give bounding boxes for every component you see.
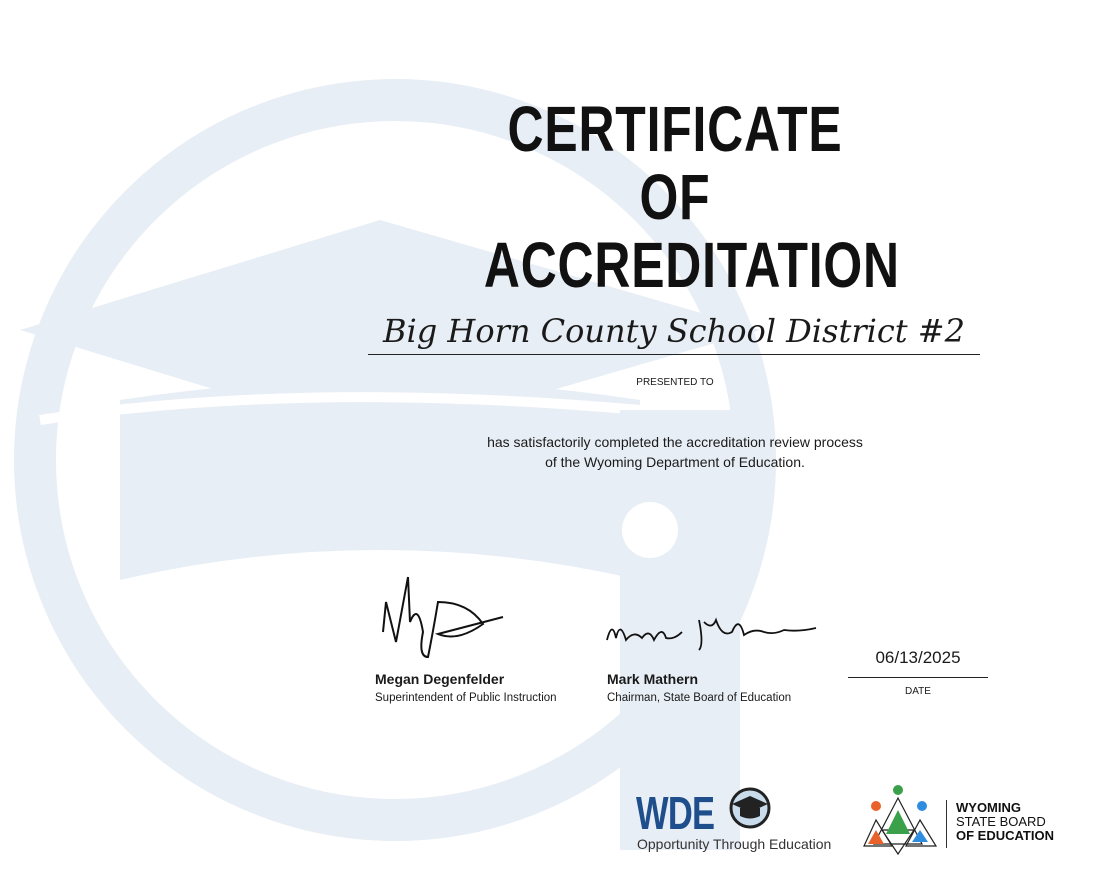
sbe-line-3: OF EDUCATION bbox=[956, 828, 1054, 843]
title-line-1: CERTIFICATE OF bbox=[507, 93, 843, 233]
sbe-line-2: STATE BOARD bbox=[956, 814, 1046, 829]
signatory-role: Chairman, State Board of Education bbox=[607, 692, 792, 704]
signatory-name: Mark Mathern bbox=[607, 671, 699, 687]
body-line-2: of the Wyoming Department of Education. bbox=[545, 454, 805, 470]
state-board-logo-icon bbox=[862, 780, 942, 860]
wde-tagline: Opportunity Through Education bbox=[637, 836, 832, 852]
date-label: DATE bbox=[905, 686, 931, 697]
signatory-name: Megan Degenfelder bbox=[375, 671, 505, 687]
date-line bbox=[848, 677, 988, 678]
signatory-2 bbox=[607, 671, 791, 704]
wde-logo-text: WDE bbox=[636, 787, 715, 839]
title-line-2: ACCREDITATION bbox=[483, 229, 900, 301]
graduation-cap-icon bbox=[728, 786, 772, 830]
sbe-line-1: WYOMING bbox=[956, 800, 1021, 815]
signature-degenfelder bbox=[378, 572, 518, 662]
presented-to-label: PRESENTED TO bbox=[636, 377, 714, 388]
signature-mathern bbox=[604, 610, 824, 655]
date-value: 06/13/2025 bbox=[875, 648, 961, 667]
body-line-1: has satisfactorily completed the accreditation review process bbox=[487, 434, 863, 450]
logo-divider bbox=[946, 800, 947, 848]
certificate-body bbox=[440, 432, 910, 472]
signatory-role: Superintendent of Public Instruction bbox=[375, 692, 557, 704]
signatory-1 bbox=[375, 671, 557, 704]
recipient-name: Big Horn County School District #2 bbox=[368, 312, 980, 355]
state-board-logo-text bbox=[956, 801, 1054, 843]
certificate-title bbox=[483, 93, 900, 301]
